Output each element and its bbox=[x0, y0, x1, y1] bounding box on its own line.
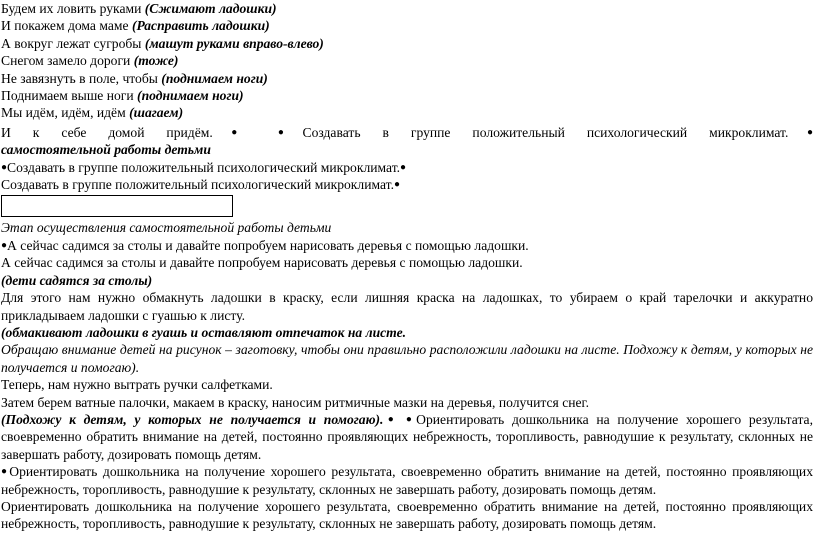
bullet-icon: ● bbox=[212, 126, 256, 138]
instruction-1 bbox=[1, 237, 813, 254]
guidance-block-1 bbox=[1, 411, 813, 463]
poem-text: А вокруг лежат сугробы bbox=[1, 35, 145, 51]
goal-line-2 bbox=[1, 176, 813, 193]
guidance-block-3: Ориентировать дошкольника на получение хорошего результата, своевременно обратить внимание на детей, постоянно проявляющих небрежность, торопливость, равнодушие к результату, склонных не завершать работу, дозировать помощь детям. bbox=[1, 498, 813, 532]
bullet-icon: ● bbox=[400, 161, 407, 173]
poem-text: Поднимаем выше ноги bbox=[1, 88, 138, 104]
poem-text: Мы идём, идём, идём bbox=[1, 105, 130, 121]
poem-line-7 bbox=[1, 104, 813, 121]
instruction-text: А сейчас садимся за столы и давайте попробуем нарисовать деревья с помощью ладошки. bbox=[7, 237, 529, 253]
poem-text: Будем их ловить руками bbox=[1, 1, 145, 16]
instruction-5: Затем берем ватные палочки, макаем в краску, наносим ритмичные мазки на деревья, получится снег. bbox=[1, 394, 589, 410]
bullet-icon: ● bbox=[1, 466, 10, 478]
action-note: (Подхожу к детям, у которых не получается и помогаю). bbox=[1, 411, 384, 427]
stage-fragment: самостоятельной работы детьми bbox=[1, 142, 211, 158]
poem-line-1 bbox=[1, 0, 813, 17]
poem-action: (тоже) bbox=[133, 53, 179, 69]
bullet-icon: ● bbox=[1, 161, 8, 173]
poem-line-2 bbox=[1, 17, 813, 34]
poem-action: (шагаем) bbox=[129, 105, 184, 121]
poem-line-3 bbox=[1, 35, 813, 52]
poem-action: (машут руками вправо-влево) bbox=[144, 35, 324, 51]
instruction-3: Для этого нам нужно обмакнуть ладошки в краску, если лишняя краска на ладошках, то убираем о край тарелочки и аккуратно прикладываем ладошки с гуашью к листу. bbox=[1, 290, 813, 323]
goal-text: Создавать в группе положительный психологический микроклимат. bbox=[7, 159, 401, 175]
poem-text: И к себе домой придём. bbox=[1, 124, 213, 140]
bullet-icon: ● bbox=[393, 179, 401, 191]
bullet-icon: ● bbox=[405, 413, 417, 425]
action-note-1: (дети садятся за столы) bbox=[1, 272, 153, 288]
poem-action: (Расправить ладошки) bbox=[131, 18, 270, 34]
poem-line-5 bbox=[1, 70, 813, 87]
poem-text: И покажем дома маме bbox=[1, 18, 132, 34]
instruction-2: А сейчас садимся за столы и давайте попробуем нарисовать деревья с помощью ладошки. bbox=[1, 255, 523, 271]
guidance-block-2 bbox=[1, 463, 813, 498]
guidance-text: Ориентировать дошкольника на получение хорошего результата, своевременно обратить внимание на детей, постоянно проявляющих небрежность, торопливость, равнодушие к результату, склонных не завершать работу, дозировать помощь детям. bbox=[1, 411, 813, 462]
poem-line-4 bbox=[1, 52, 813, 69]
poem-final-line bbox=[1, 124, 813, 141]
goal-text: Создавать в группе положительный психологический микроклимат. bbox=[1, 177, 394, 193]
instruction-4: Теперь, нам нужно вытрать ручки салфетками. bbox=[1, 377, 273, 393]
document-page bbox=[1, 0, 813, 533]
poem-action: (поднимаем ноги) bbox=[161, 70, 268, 86]
action-note-3: Обращаю внимание детей на рисунок – заготовку, чтобы они правильно расположили ладошки на листе. Подхожу к детям, у которых не получается и помогаю). bbox=[1, 342, 813, 375]
poem-text: Не завязнуть в поле, чтобы bbox=[1, 70, 162, 86]
empty-frame bbox=[1, 195, 233, 217]
bullet-icon: ● bbox=[277, 126, 303, 138]
poem-text: Снегом замело дороги bbox=[1, 53, 134, 69]
action-note-2: (обмакивают ладошки в гуашь и оставляют отпечаток на листе. bbox=[1, 324, 407, 340]
goal-text: Создавать в группе положительный психологический микроклимат. bbox=[302, 124, 789, 140]
poem-action: (поднимаем ноги) bbox=[137, 88, 244, 104]
goal-line-1 bbox=[1, 159, 813, 176]
bullet-icon: ● bbox=[788, 126, 813, 138]
guidance-text: Ориентировать дошкольника на получение хорошего результата, своевременно обратить внимание на детей, постоянно проявляющих небрежность, торопливость, равнодушие к результату, склонных не завершать работу, дозировать помощь детям. bbox=[1, 464, 813, 497]
bullet-icon: ● bbox=[383, 413, 399, 425]
stage-title: Этап осуществления самостоятельной работы детьми bbox=[1, 220, 332, 236]
poem-action: (Сжимают ладошки) bbox=[144, 1, 277, 16]
bullet-icon: ● bbox=[1, 239, 8, 251]
poem-line-6 bbox=[1, 87, 813, 104]
